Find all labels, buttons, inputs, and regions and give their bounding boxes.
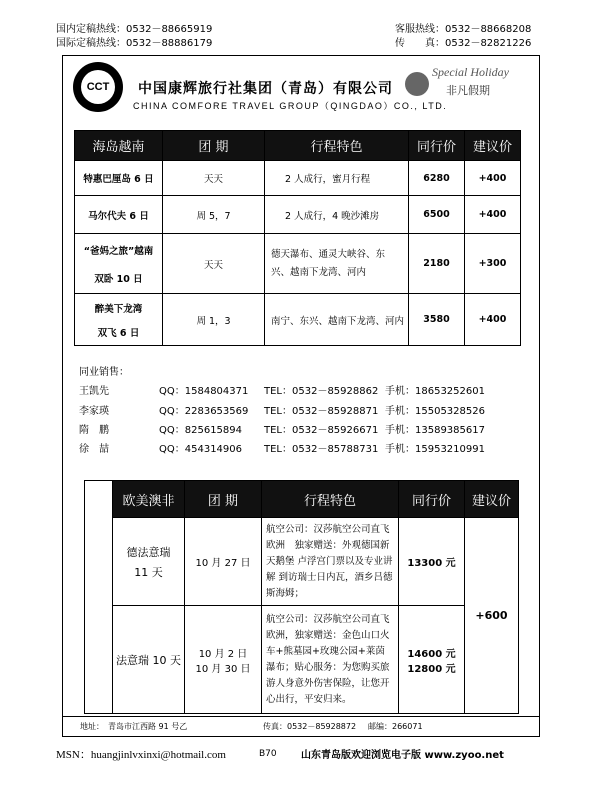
tour-dates: 周 5，7 [163,196,265,234]
service-hotline: 客服热线：0532－88668208 [395,24,532,35]
peer-price: 2180 [409,234,465,294]
col-header-route: 欧美澳非 [113,481,185,518]
table-row [75,234,521,294]
fax-line: 传 真：0532－82821226 [395,38,532,49]
route-name: 马尔代夫 6 日 [75,196,163,234]
peer-price: 14600 元 12800 元 [399,606,465,714]
list-item [79,440,519,456]
tour-dates: 天天 [163,234,265,294]
table2-side-frame [84,480,112,714]
table-row [75,161,521,196]
footer-fax: 传真：0532－85928872 [263,722,357,731]
route-name: 醉美下龙湾 双飞 6 日 [75,294,163,346]
col-header-peer-price: 同行价 [409,131,465,161]
table-row [75,294,521,346]
sales-tel: TEL：0532－85788731 [264,444,379,455]
col-header-peer-price: 同行价 [399,481,465,518]
sales-tel: TEL：0532－85928871 [264,406,379,417]
sales-mobile: 手机：18653252601 [385,386,485,397]
table-row [75,196,521,234]
tour-dates: 10 月 2 日 10 月 30 日 [185,606,262,714]
col-header-features: 行程特色 [265,131,409,161]
international-hotline: 国际定稿热线：0532－88886179 [56,38,213,49]
sales-qq: QQ：454314906 [159,444,243,455]
europe-tour-table [112,480,519,714]
tour-dates: 10 月 27 日 [185,518,262,606]
list-item [79,421,519,437]
sales-name: 王凯先 [79,386,109,397]
sales-mobile: 手机：15953210991 [385,444,485,455]
tour-dates: 周 1，3 [163,294,265,346]
col-header-suggest-price: 建议价 [465,131,521,161]
tour-features: 2 人成行，4 晚沙滩房 [265,196,409,234]
col-header-features: 行程特色 [262,481,399,518]
tour-features: 2 人成行，蜜月行程 [265,161,409,196]
msn-contact: MSN：huangjinlvxinxi@hotmail.com [56,749,226,761]
tour-features: 南宁、东兴、越南下龙湾、河内 [265,294,409,346]
suggest-price: +600 [465,518,519,714]
suggest-price: +400 [465,196,521,234]
sales-tel: TEL：0532－85926671 [264,425,379,436]
tour-dates: 天天 [163,161,265,196]
col-header-dates: 团 期 [185,481,262,518]
footer-address: 地址： 青岛市江西路 91 号乙 [80,722,188,731]
table-row [113,606,519,714]
footer-divider [62,716,540,717]
sales-qq: QQ：1584804371 [159,386,249,397]
cct-logo [73,62,123,112]
sales-name: 李家瑛 [79,406,109,417]
company-name-en: CHINA COMFORE TRAVEL GROUP（QINGDAO）CO., LTD. [133,101,448,111]
suggest-price: +300 [465,234,521,294]
asia-tour-table [74,130,521,346]
table-row [113,518,519,606]
sales-title: 同业销售： [79,367,129,378]
sales-name: 徐 喆 [79,444,109,455]
tour-features: 航空公司：汉莎航空公司直飞欧洲 独家赠送：外观德国新天鹅堡 卢浮宫门票以及专业讲解 到访瑞士日内瓦，酒乡吕德斯海姆； [262,518,399,606]
peer-price: 3580 [409,294,465,346]
col-header-route: 海岛越南 [75,131,163,161]
list-item [79,402,519,418]
sales-name: 隋 鹏 [79,425,109,436]
sales-tel: TEL：0532－85928862 [264,386,379,397]
route-name: 特惠巴厘岛 6 日 [75,161,163,196]
globe-icon [405,72,429,96]
page-number: B70 [259,749,277,759]
peer-price: 6500 [409,196,465,234]
tour-features: 航空公司：汉莎航空公司直飞欧洲，独家赠送：金色山口火车+熊墓园+玫瑰公园+莱茵瀑布；贴心服务：为您购买旅游人身意外伤害保险，让您开心出行，平安归来。 [262,606,399,714]
col-header-dates: 团 期 [163,131,265,161]
tour-features: 德天瀑布、通灵大峡谷、东兴、越南下龙湾、河内 [265,234,409,294]
suggest-price: +400 [465,161,521,196]
route-name: 德法意瑞 11 天 [113,518,185,606]
footer-zip: 邮编：266071 [368,722,423,731]
special-holiday-cn: 非凡假期 [446,84,490,97]
route-name: “爸妈之旅”越南 双卧 10 日 [75,234,163,294]
company-name-cn: 中国康辉旅行社集团（青岛）有限公司 [138,81,393,97]
peer-price: 13300 元 [399,518,465,606]
col-header-suggest-price: 建议价 [465,481,519,518]
logo-text: CCT [81,70,115,104]
sales-mobile: 手机：13589385617 [385,425,485,436]
domestic-hotline: 国内定稿热线：0532－88665919 [56,24,213,35]
peer-price: 6280 [409,161,465,196]
suggest-price: +400 [465,294,521,346]
sales-mobile: 手机：15505328526 [385,406,485,417]
route-name: 法意瑞 10 天 [113,606,185,714]
sales-qq: QQ：2283653569 [159,406,249,417]
sales-qq: QQ：825615894 [159,425,243,436]
banner-text: 山东青岛版欢迎浏览电子版 www.zyoo.net [301,750,504,761]
list-item [79,382,519,398]
special-holiday-en: Special Holiday [432,65,509,79]
